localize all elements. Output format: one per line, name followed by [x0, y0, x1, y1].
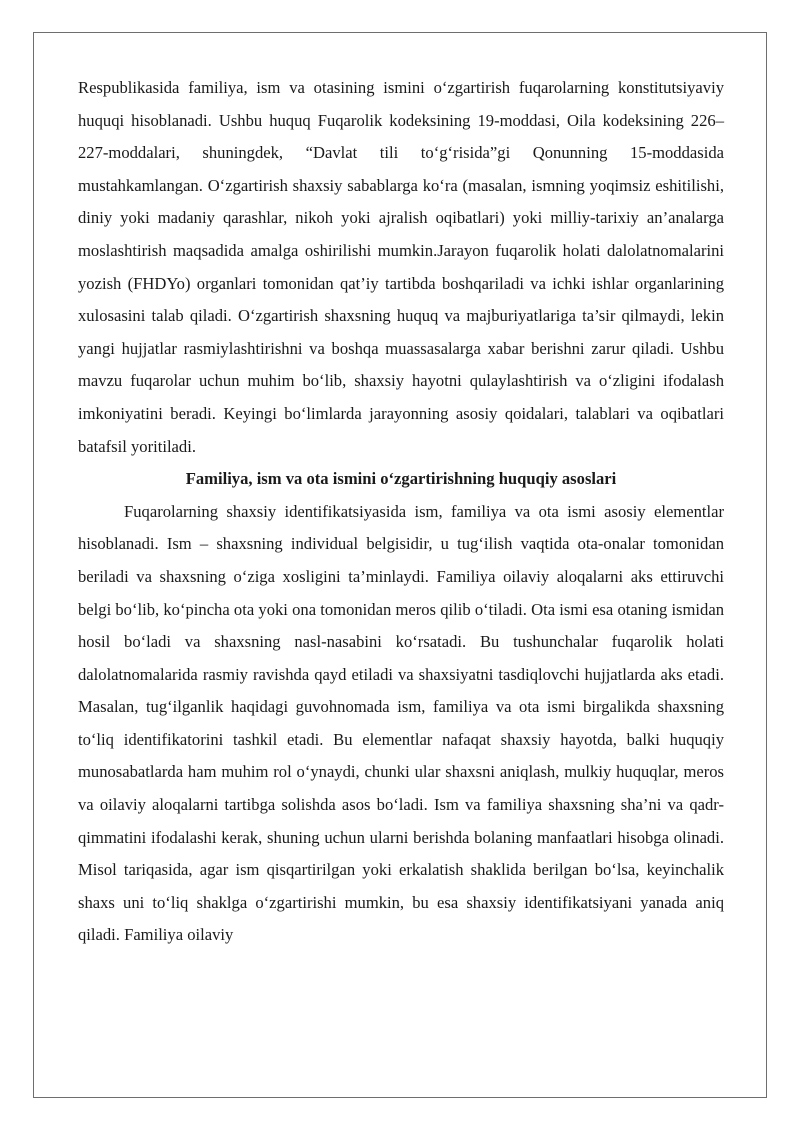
section-heading: Familiya, ism va ota ismini o‘zgartirishning huquqiy asoslari [185, 469, 617, 489]
document-body [78, 72, 724, 952]
section-paragraph: Fuqarolarning shaxsiy identifikatsiyasida ism, familiya va ota ismi asosiy elementlar hisoblanadi. Ism – shaxsning individual belgisidir, u tug‘ilish vaqtida ota-onalar tomonidan beriladi va shaxsning o‘ziga xosligini ta’minlaydi. Familiya oilaviy aloqalarni aks ettiruvchi belgi bo‘lib, ko‘pincha ota yoki ona tomonidan meros qilib o‘tiladi. Ota ismi esa otaning ismidan hosil bo‘ladi va shaxsning nasl-nasabini ko‘rsatadi. Bu tushunchalar fuqarolik holati dalolatnomalarida rasmiy ravishda qayd etiladi va shaxsiyatni tasdiqlovchi hujjatlarda aks etadi. Masalan, tug‘ilganlik haqidagi guvohnomada ism, familiya va ota ismi birgalikda shaxsning to‘liq identifikatorini tashkil etadi. Bu elementlar nafaqat shaxsiy hayotda, balki huquqiy munosabatlarda ham muhim rol o‘ynaydi, chunki ular shaxsni aniqlash, mulkiy huquqlar, meros va oilaviy aloqalarni tartibga solishda asos bo‘ladi. Ism va familiya shaxsning sha’ni va qadr-qimmatini ifodalashi kerak, shuning uchun ularni berishda bolaning manfaatlari hisobga olinadi. Misol tariqasida, agar ism qisqartirilgan yoki erkalatish shaklida berilgan bo‘lsa, keyinchalik shaxs uni to‘liq shaklga o‘zgartirishi mumkin, bu esa shaxsiy identifikatsiyani yanada aniq qiladi. Familiya oilaviy [78, 501, 724, 945]
intro-paragraph: Respublikasida familiya, ism va otasining ismini o‘zgartirish fuqarolarning konstitutsiyaviy huquqi hisoblanadi. Ushbu huquq Fuqarolik kodeksining 19-moddasi, Oila kodeksining 226–227-moddalari, shuningdek, “Davlat tili to‘g‘risida”gi Qonunning 15-moddasida mustahkamlangan. O‘zgartirish shaxsiy sabablarga ko‘ra (masalan, ismning yoqimsiz eshitilishi, diniy yoki madaniy qarashlar, nikoh yoki ajralish oqibatlari) yoki milliy-tarixiy an’analarga moslashtirish maqsadida amalga oshirilishi mumkin.Jarayon fuqarolik holati dalolatnomalarini yozish (FHDYo) organlari tomonidan qat’iy tartibda boshqariladi va ichki ishlar organlarining xulosasini talab qiladi. O‘zgartirish shaxsning huquq va majburiyatlariga ta’sir qilmaydi, lekin yangi hujjatlar rasmiylashtirishni va boshqa muassasalarga xabar berishni zarur qiladi. Ushbu mavzu fuqarolar uchun muhim bo‘lib, shaxsiy hayotni qulaylashtirish va o‘zligini ifodalash imkoniyatini beradi. Keyingi bo‘limlarda jarayonning asosiy qoidalari, talablari va oqibatlari batafsil yoritiladi. [78, 78, 724, 456]
